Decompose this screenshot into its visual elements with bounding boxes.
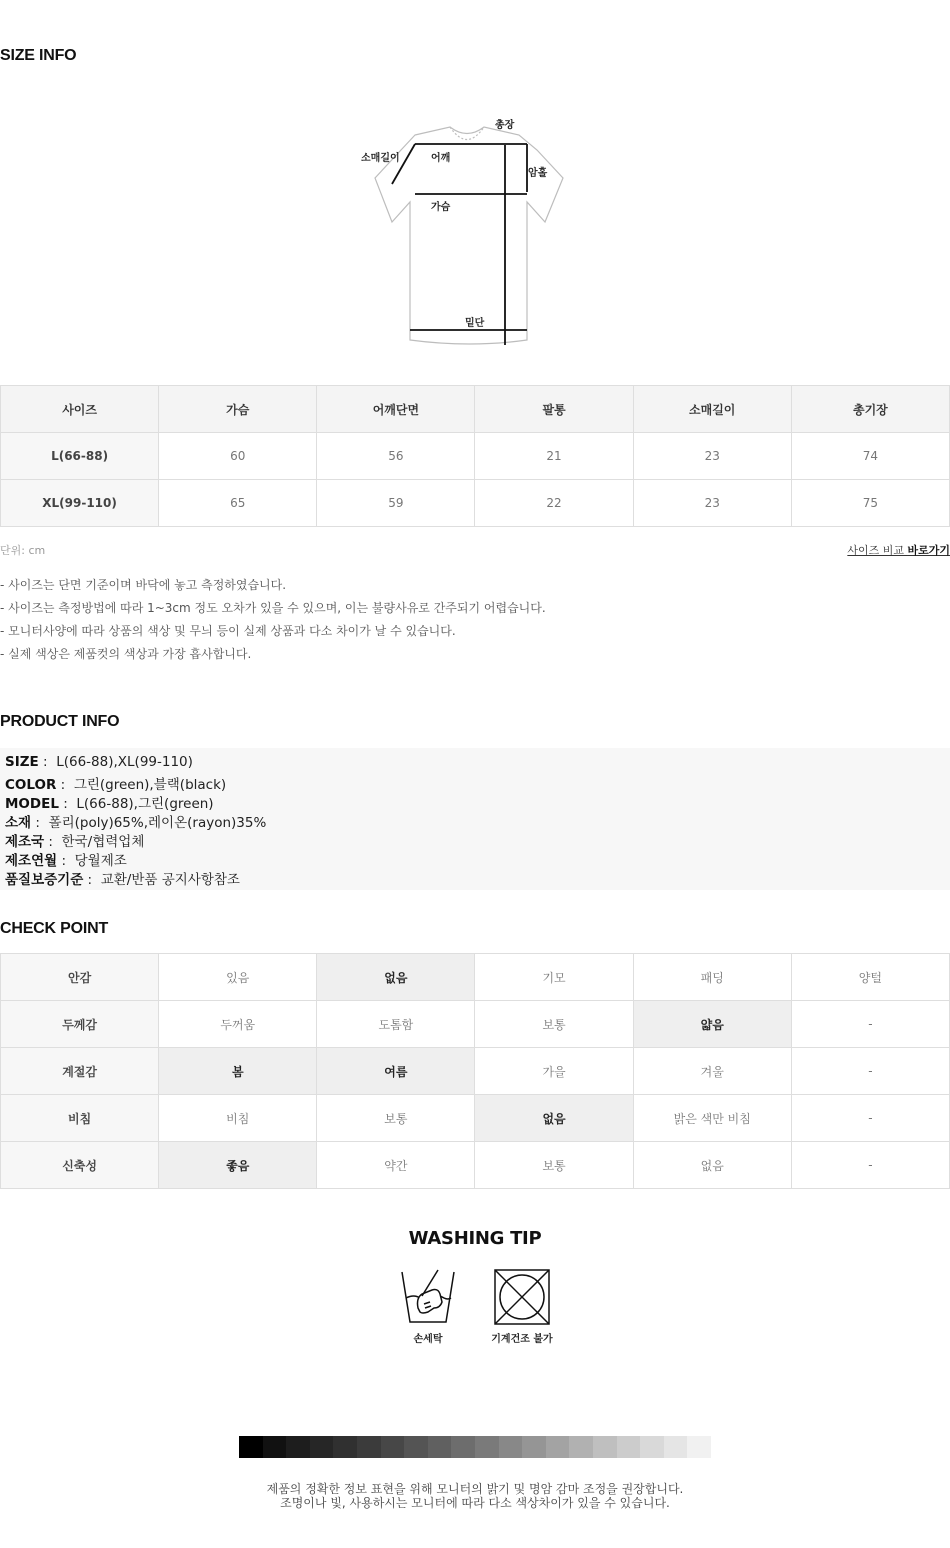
hand-wash-icon — [398, 1268, 458, 1328]
info-value: L(66-88),XL(99-110) — [56, 754, 193, 770]
gray-swatch — [593, 1436, 617, 1458]
info-value: 그린(green),블랙(black) — [73, 777, 227, 793]
no-tumble-dry-label: 기계건조 불가 — [491, 1334, 553, 1345]
check-point-row — [1, 1001, 950, 1048]
check-option-selected: 좋음 — [159, 1142, 317, 1189]
size-compare-link[interactable] — [847, 542, 950, 558]
size-name-cell: L(66-88) — [1, 433, 159, 480]
gray-swatch — [310, 1436, 334, 1458]
check-option-selected: 여름 — [317, 1048, 475, 1095]
gray-swatch — [499, 1436, 523, 1458]
header-cell: 소매길이 — [633, 386, 791, 433]
size-info-title: SIZE INFO — [0, 47, 77, 64]
check-option: 가을 — [475, 1048, 633, 1095]
check-option: 기모 — [475, 954, 633, 1001]
check-point-row — [1, 954, 950, 1001]
check-point-label: 두께감 — [1, 1001, 159, 1048]
table-cell: 23 — [633, 433, 791, 480]
check-option: 겨울 — [633, 1048, 791, 1095]
size-note: - 모니터사양에 따라 상품의 색상 및 무늬 등이 실제 상품과 다소 차이가 날 수 있습니다. — [0, 624, 456, 638]
no-tumble-dry-icon — [492, 1267, 552, 1327]
check-option: 보통 — [475, 1001, 633, 1048]
info-value: L(66-88),그린(green) — [76, 796, 214, 812]
header-cell: 사이즈 — [1, 386, 159, 433]
label-total-length: 총장 — [495, 120, 515, 131]
product-info-item: MODEL : L(66-88),그린(green) — [5, 796, 214, 812]
product-info-item: SIZE : L(66-88),XL(99-110) — [5, 754, 193, 770]
check-option: 보통 — [475, 1142, 633, 1189]
check-option: - — [791, 1001, 949, 1048]
info-label: 소재 — [5, 815, 32, 831]
info-label: MODEL — [5, 796, 59, 812]
check-point-label: 비침 — [1, 1095, 159, 1142]
check-option: 패딩 — [633, 954, 791, 1001]
gray-swatch — [687, 1436, 711, 1458]
gray-swatch — [475, 1436, 499, 1458]
check-option: 없음 — [633, 1142, 791, 1189]
info-value: 교환/반품 공지사항참조 — [100, 872, 240, 888]
washing-tip-title: WASHING TIP — [408, 1228, 542, 1249]
check-option-selected: 없음 — [475, 1095, 633, 1142]
table-cell: 59 — [317, 480, 475, 527]
gray-swatch — [263, 1436, 287, 1458]
header-cell: 가슴 — [159, 386, 317, 433]
check-option-selected: 얇음 — [633, 1001, 791, 1048]
info-value: 당월제조 — [74, 853, 127, 869]
check-point-table — [0, 953, 950, 1189]
label-shoulder: 어깨 — [431, 153, 451, 164]
table-cell: 75 — [791, 480, 949, 527]
table-row — [1, 480, 950, 527]
gray-swatch — [522, 1436, 546, 1458]
check-option: 비침 — [159, 1095, 317, 1142]
product-info-item: 품질보증기준 : 교환/반품 공지사항참조 — [5, 872, 240, 888]
label-armhole: 암홀 — [528, 168, 548, 179]
hand-wash-label: 손세탁 — [413, 1334, 443, 1345]
table-cell: 74 — [791, 433, 949, 480]
check-point-row — [1, 1048, 950, 1095]
size-note: - 실제 색상은 제품컷의 색상과 가장 흡사합니다. — [0, 647, 252, 661]
compare-prefix: 사이즈 비교 — [847, 544, 904, 557]
check-point-label: 계절감 — [1, 1048, 159, 1095]
check-option: 보통 — [317, 1095, 475, 1142]
gray-swatch — [404, 1436, 428, 1458]
unit-label: 단위: cm — [0, 544, 46, 557]
check-option: 두꺼움 — [159, 1001, 317, 1048]
size-table-header — [1, 386, 950, 433]
info-value: 폴리(poly)65%,레이온(rayon)35% — [48, 815, 267, 831]
table-cell: 56 — [317, 433, 475, 480]
table-cell: 22 — [475, 480, 633, 527]
check-option: 도톰함 — [317, 1001, 475, 1048]
table-cell: 60 — [159, 433, 317, 480]
gray-swatch — [664, 1436, 688, 1458]
check-point-label: 안감 — [1, 954, 159, 1001]
product-info-item: COLOR : 그린(green),블랙(black) — [5, 777, 227, 793]
product-info-item: 제조국 : 한국/협력업체 — [5, 834, 145, 850]
check-option: 밝은 색만 비침 — [633, 1095, 791, 1142]
gray-swatch — [640, 1436, 664, 1458]
gray-swatch — [357, 1436, 381, 1458]
monitor-note-line2: 조명이나 빛, 사용하시는 모니터에 따라 다소 색상차이가 있을 수 있습니다. — [280, 1496, 670, 1510]
gray-swatch — [546, 1436, 570, 1458]
check-point-label: 신축성 — [1, 1142, 159, 1189]
check-option: - — [791, 1048, 949, 1095]
product-info-item: 제조연월 : 당월제조 — [5, 853, 127, 869]
table-cell: 21 — [475, 433, 633, 480]
info-label: 제조연월 — [5, 853, 58, 869]
check-option: 약간 — [317, 1142, 475, 1189]
size-note: - 사이즈는 단면 기준이며 바닥에 놓고 측정하였습니다. — [0, 578, 287, 592]
gray-swatch — [569, 1436, 593, 1458]
info-label: SIZE — [5, 754, 39, 770]
table-cell: 23 — [633, 480, 791, 527]
table-cell: 65 — [159, 480, 317, 527]
gray-swatch — [617, 1436, 641, 1458]
label-sleeve-length: 소매길이 — [361, 153, 400, 164]
gray-swatch — [333, 1436, 357, 1458]
check-point-title: CHECK POINT — [0, 920, 109, 937]
check-option: - — [791, 1142, 949, 1189]
size-note: - 사이즈는 측정방법에 따라 1~3cm 정도 오차가 있을 수 있으며, 이는 불량사유로 간주되기 어렵습니다. — [0, 601, 546, 615]
info-label: COLOR — [5, 777, 57, 793]
gray-swatch — [239, 1436, 263, 1458]
label-chest: 가슴 — [431, 202, 451, 213]
product-info-item: 소재 : 폴리(poly)65%,레이온(rayon)35% — [5, 815, 267, 831]
check-point-row — [1, 1095, 950, 1142]
check-option: 있음 — [159, 954, 317, 1001]
check-point-row — [1, 1142, 950, 1189]
gray-swatch — [451, 1436, 475, 1458]
size-name-cell: XL(99-110) — [1, 480, 159, 527]
check-option-selected: 없음 — [317, 954, 475, 1001]
monitor-note-line1: 제품의 정확한 정보 표현을 위해 모니터의 밝기 및 명암 감마 조정을 권장합니다. — [266, 1482, 684, 1496]
label-hem: 밑단 — [465, 318, 485, 329]
product-info-box — [0, 748, 950, 890]
product-info-title: PRODUCT INFO — [0, 713, 120, 730]
gray-swatch — [428, 1436, 452, 1458]
info-label: 제조국 — [5, 834, 45, 850]
gray-swatch — [381, 1436, 405, 1458]
info-value: 한국/협력업체 — [61, 834, 145, 850]
table-row — [1, 433, 950, 480]
check-option-selected: 봄 — [159, 1048, 317, 1095]
compare-link-text: 바로가기 — [907, 544, 950, 557]
check-option: - — [791, 1095, 949, 1142]
header-cell: 총기장 — [791, 386, 949, 433]
gray-swatch — [286, 1436, 310, 1458]
check-option: 양털 — [791, 954, 949, 1001]
size-diagram — [355, 112, 575, 357]
info-label: 품질보증기준 — [5, 872, 84, 888]
size-table — [0, 385, 950, 527]
header-cell: 어깨단면 — [317, 386, 475, 433]
header-cell: 팔통 — [475, 386, 633, 433]
